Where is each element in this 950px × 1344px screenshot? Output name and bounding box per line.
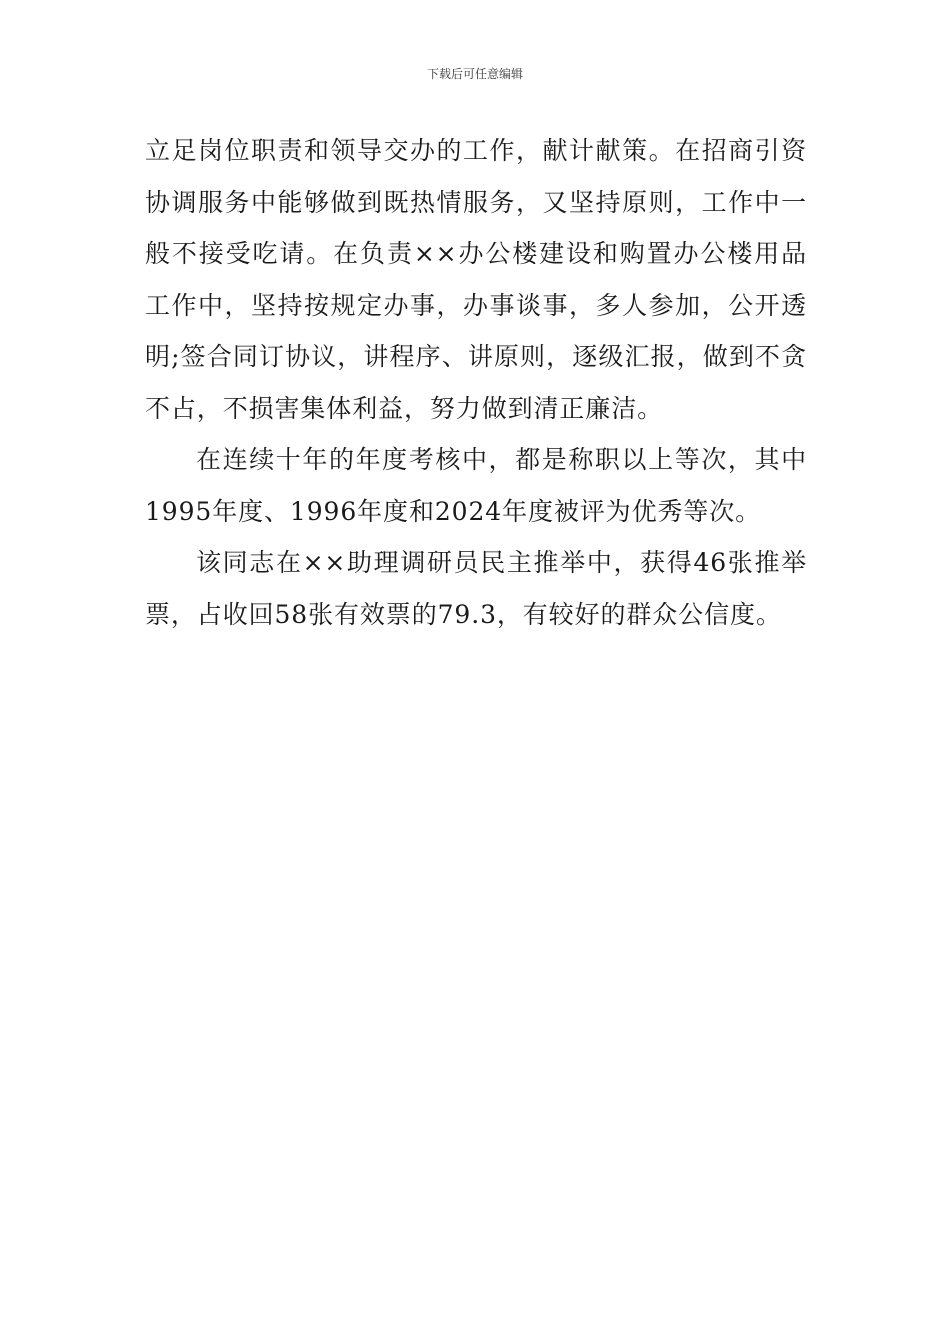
paragraph-election (145, 537, 807, 640)
text-line: 协调服务中能够做到既热情服务，又坚持原则，工作中一 (145, 187, 807, 217)
text-line: 在连续十年的年度考核中，都是称职以上等次，其中 (196, 445, 807, 474)
text-line: 该同志在××助理调研员民主推举中，获得46张推举 (196, 548, 807, 577)
document-body (145, 125, 807, 640)
paragraph-assessment (145, 434, 807, 537)
text-line: 工作中，坚持按规定办事，办事谈事，多人参加，公开透 (145, 290, 807, 320)
text-line: 不占，不损害集体利益，努力做到清正廉洁。 (145, 393, 664, 423)
text-line: 明;签合同订协议，讲程序、讲原则，逐级汇报，做到不贪 (145, 342, 807, 371)
paragraph-integrity (145, 125, 807, 434)
text-line: 立足岗位职责和领导交办的工作，献计献策。在招商引资 (145, 136, 807, 165)
text-line: 1995年度、1996年度和2024年度被评为优秀等次。 (145, 496, 762, 526)
page-header: 下载后可任意编辑 (426, 67, 523, 81)
text-line: 票，占收回58张有效票的79.3，有较好的群众公信度。 (145, 599, 782, 629)
text-line: 般不接受吃请。在负责××办公楼建设和购置办公楼用品 (145, 239, 807, 268)
